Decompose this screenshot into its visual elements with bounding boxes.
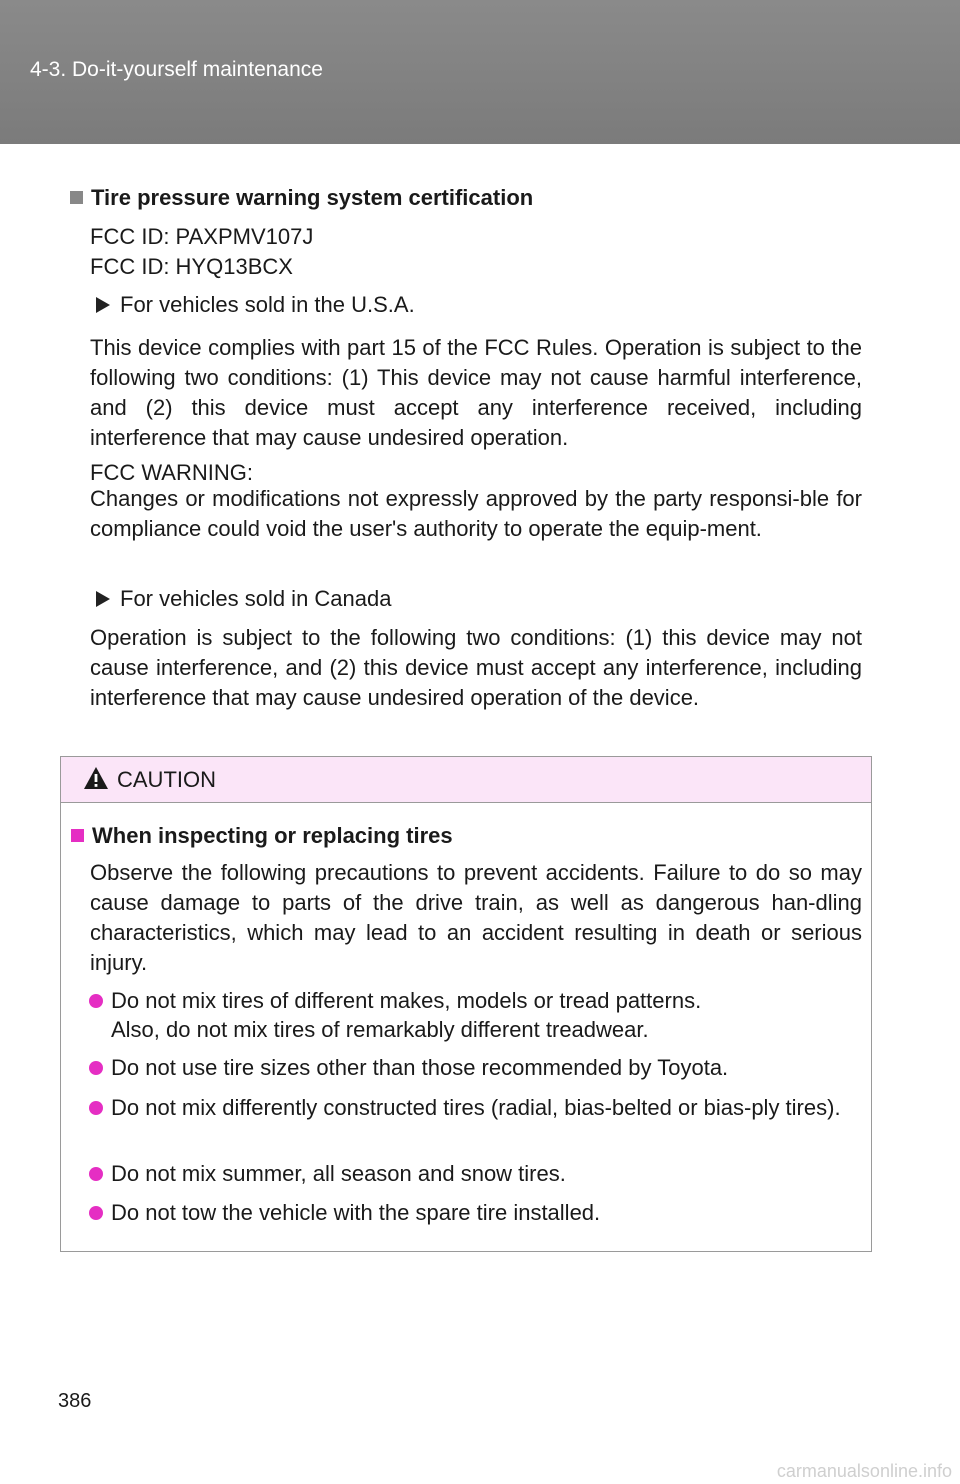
caution-heading (71, 823, 453, 849)
arrow-right-icon (96, 591, 110, 607)
cert-heading (70, 185, 533, 211)
caution-item-text: Do not tow the vehicle with the spare tire installed. (111, 1200, 601, 1225)
fcc-warning-paragraph: Changes or modifications not expressly approved by the party responsi-ble for compliance could void the user's authority to operate the equip-ment. (90, 486, 862, 541)
circle-bullet-icon (89, 1061, 103, 1075)
caution-item-text: Do not mix summer, all season and snow tires. (111, 1161, 566, 1186)
usa-label-text: For vehicles sold in the U.S.A. (120, 292, 415, 317)
circle-bullet-icon (89, 1206, 103, 1220)
arrow-right-icon (96, 297, 110, 313)
circle-bullet-icon (89, 1167, 103, 1181)
canada-label (96, 586, 391, 612)
canada-paragraph: Operation is subject to the following two conditions: (1) this device may not cause interference, and (2) this device must accept any interference, including interference that may cause undesired operation of the device. (90, 625, 862, 710)
caution-item-2 (89, 1055, 728, 1081)
caution-item-1 (89, 988, 701, 1014)
caution-item-5 (89, 1200, 600, 1226)
fcc-id-2: FCC ID: HYQ13BCX (90, 254, 293, 279)
square-bullet-icon (71, 829, 84, 842)
canada-label-text: For vehicles sold in Canada (120, 586, 392, 611)
caution-intro: Observe the following precautions to prevent accidents. Failure to do so may cause damage to parts of the drive train, as well as dangerous han-dling characteristics, which may lead to an accident resulting in death or serious injury. (90, 860, 862, 975)
caution-item-text: Do not mix differently constructed tires (radial, bias-belted or bias-ply tires). (111, 1095, 841, 1120)
circle-bullet-icon (89, 994, 103, 1008)
usa-label (96, 292, 415, 318)
section-title: 4-3. Do-it-yourself maintenance (30, 58, 323, 81)
caution-item-text: Do not use tire sizes other than those recommended by Toyota. (111, 1055, 729, 1080)
warning-triangle-icon (83, 766, 109, 790)
fcc-warning-title: FCC WARNING: (90, 460, 253, 485)
caution-item-1b: Also, do not mix tires of remarkably different treadwear. (111, 1017, 649, 1042)
usa-paragraph: This device complies with part 15 of the FCC Rules. Operation is subject to the following two conditions: (1) This device may not cause harmful interference, and (2) this device must accept any interference received, including interference that may cause undesired operation. (90, 335, 862, 450)
caution-item-text: Do not mix tires of different makes, models or tread patterns. (111, 988, 702, 1013)
square-bullet-icon (70, 191, 83, 204)
caution-item-4 (89, 1161, 566, 1187)
page-number: 386 (58, 1390, 92, 1412)
watermark: carmanualsonline.info (776, 1461, 952, 1481)
circle-bullet-icon (89, 1101, 103, 1115)
fcc-id-1: FCC ID: PAXPMV107J (90, 224, 314, 249)
caution-box (60, 756, 872, 1252)
caution-heading-text: When inspecting or replacing tires (92, 823, 453, 848)
caution-item-3 (89, 1093, 849, 1123)
page-header (0, 0, 960, 144)
caution-title: CAUTION (117, 767, 216, 792)
cert-heading-text: Tire pressure warning system certification (91, 185, 534, 210)
caution-header (61, 757, 871, 803)
